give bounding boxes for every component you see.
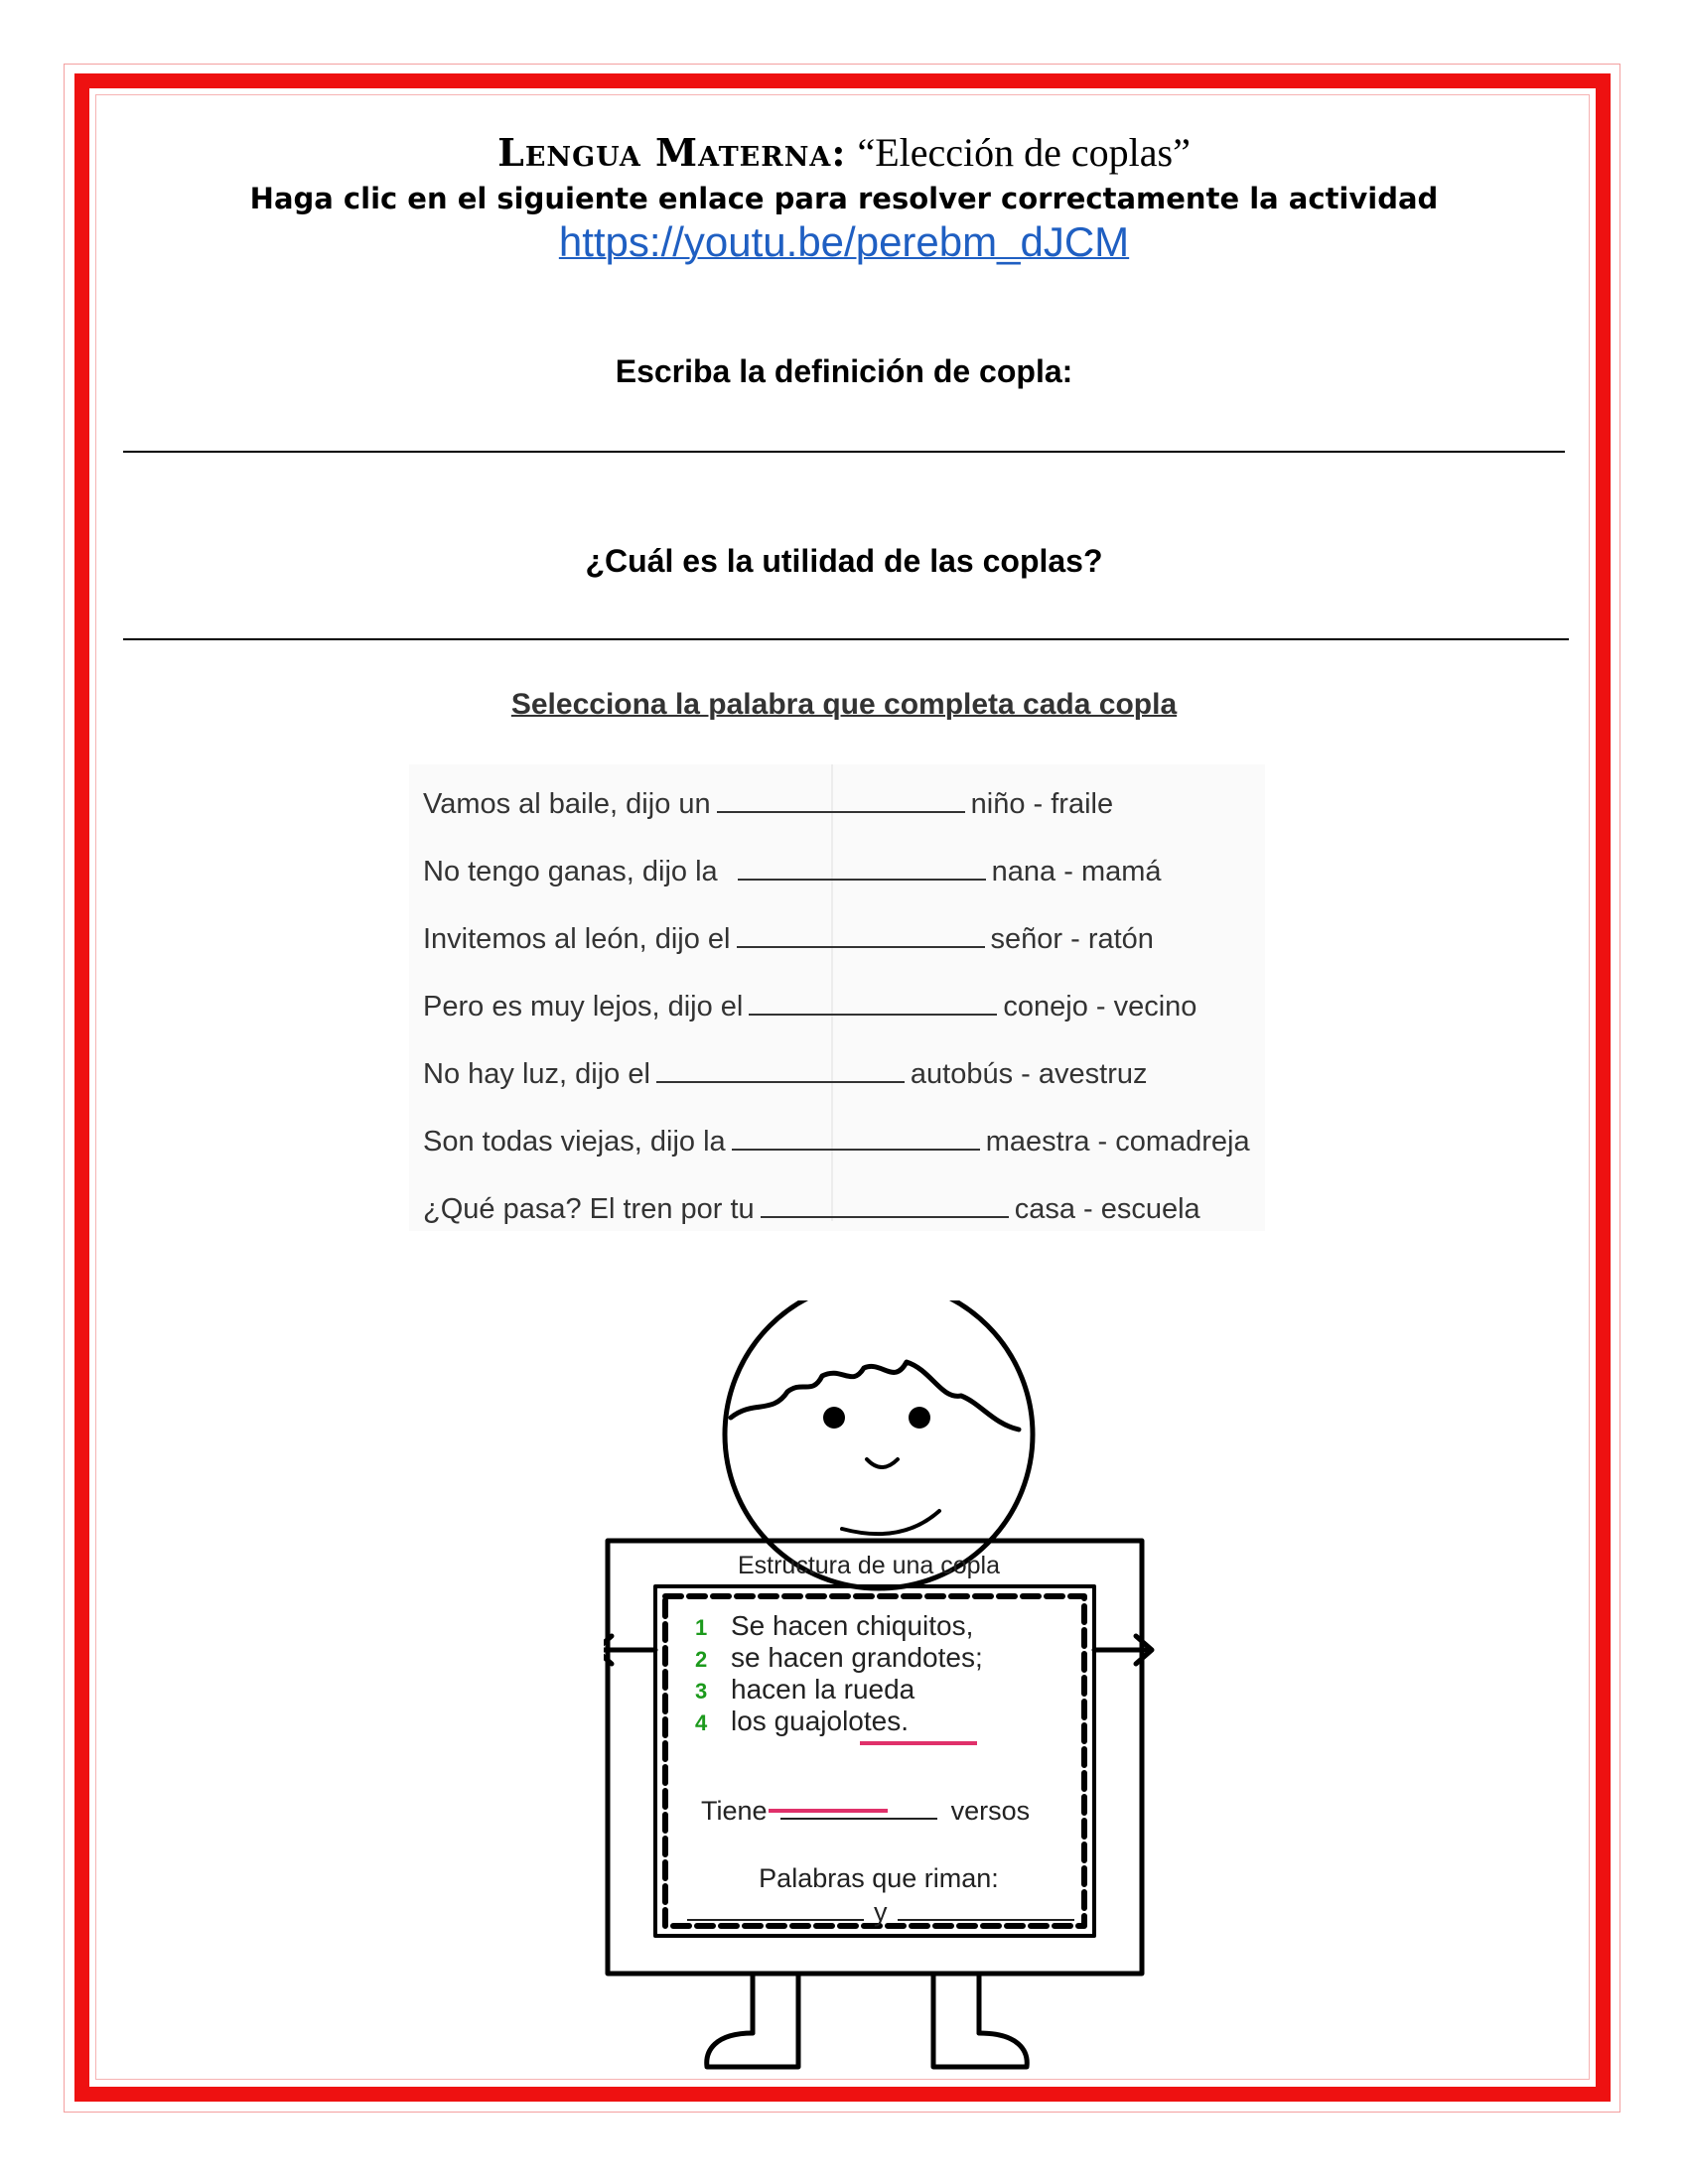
row-prompt: Vamos al baile, dijo un [423,788,711,820]
exercise-row [423,1189,1200,1229]
verse-line [695,1642,1053,1676]
row-blank[interactable] [737,920,985,948]
verse-text: se hacen grandotes; [731,1642,983,1673]
row-blank[interactable] [656,1055,905,1083]
right-hand [1094,1636,1152,1664]
rhymes-label: Palabras que riman: [759,1863,999,1893]
row-options: autobús - avestruz [910,1058,1148,1090]
row-options: casa - escuela [1014,1193,1200,1225]
answer-line-utility[interactable] [123,638,1569,640]
row-options: conejo - vecino [1003,991,1197,1023]
answer-line-definition[interactable] [123,451,1565,453]
row-options: nana - mamá [991,856,1162,887]
verse-number: 4 [695,1710,708,1735]
right-foot [933,2033,1027,2067]
video-link[interactable]: https://youtu.be/perebm_dJCM [558,218,1130,265]
left-hand [604,1636,655,1664]
kid-cheek-line [842,1511,939,1534]
verses-count-blank[interactable] [780,1796,937,1820]
exercise-row [423,919,1154,959]
row-blank[interactable] [738,853,986,881]
row-blank[interactable] [749,988,997,1016]
exercise-row [423,1054,1147,1094]
verse-text: Se hacen chiquitos, [731,1610,974,1641]
verse-line [695,1706,1053,1739]
row-blank[interactable] [761,1190,1009,1218]
rhyme-blank-1[interactable] [687,1897,864,1921]
row-options: maestra - comadreja [985,1126,1250,1158]
activity-title: “Elección de coplas” [857,130,1191,175]
exercise-row [423,784,1113,824]
row-prompt: No tengo ganas, dijo la [423,856,718,887]
row-prompt: Pero es muy lejos, dijo el [423,991,744,1023]
verse-text: los guajolotes. [731,1706,910,1736]
structure-title: Estructura de una copla [737,1552,1001,1579]
verses-count-line [701,1795,1030,1827]
row-blank[interactable] [732,1123,980,1151]
instruction-text: Haga clic en el siguiente enlace para resolver correctamente la actividad [249,182,1439,215]
row-options: niño - fraile [970,788,1114,820]
verse-line [695,1610,1053,1644]
verse-number: 2 [695,1647,708,1672]
verses-suffix: versos [950,1796,1031,1826]
right-eye [909,1407,930,1429]
exercise-row [423,1122,1250,1161]
row-options: señor - ratón [990,923,1154,955]
exercise-row [423,987,1196,1026]
question-definition: Escriba la definición de copla: [615,353,1073,389]
verse-text: hacen la rueda [731,1674,915,1705]
row-prompt: ¿Qué pasa? El tren por tu [423,1193,755,1225]
exercise-heading [99,685,1589,725]
row-prompt: No hay luz, dijo el [423,1058,650,1090]
worksheet-title [99,127,1589,179]
question-utility: ¿Cuál es la utilidad de las coplas? [585,543,1103,579]
row-blank[interactable] [717,785,965,813]
kid-mouth [867,1459,898,1467]
rhymes-joiner: y [874,1897,888,1927]
exercise-heading-text: Selecciona la palabra que completa cada copla [510,688,1178,721]
rhyme-blank-2[interactable] [898,1897,1074,1921]
exercise-row [423,852,1162,891]
kid-head [725,1300,1033,1588]
kid-hair [731,1362,1019,1430]
exercise-box [409,764,1265,1231]
row-prompt: Son todas viejas, dijo la [423,1126,726,1158]
verse-line [695,1674,1053,1707]
rhymes-line [687,1896,1074,1928]
verse-number: 3 [695,1679,708,1704]
verses-prefix: Tiene [701,1796,768,1826]
left-foot [707,2033,798,2067]
verse-number: 1 [695,1615,708,1640]
left-eye [823,1407,845,1429]
row-prompt: Invitemos al león, dijo el [423,923,731,955]
subject-label: Lengua Materna: [497,130,847,175]
